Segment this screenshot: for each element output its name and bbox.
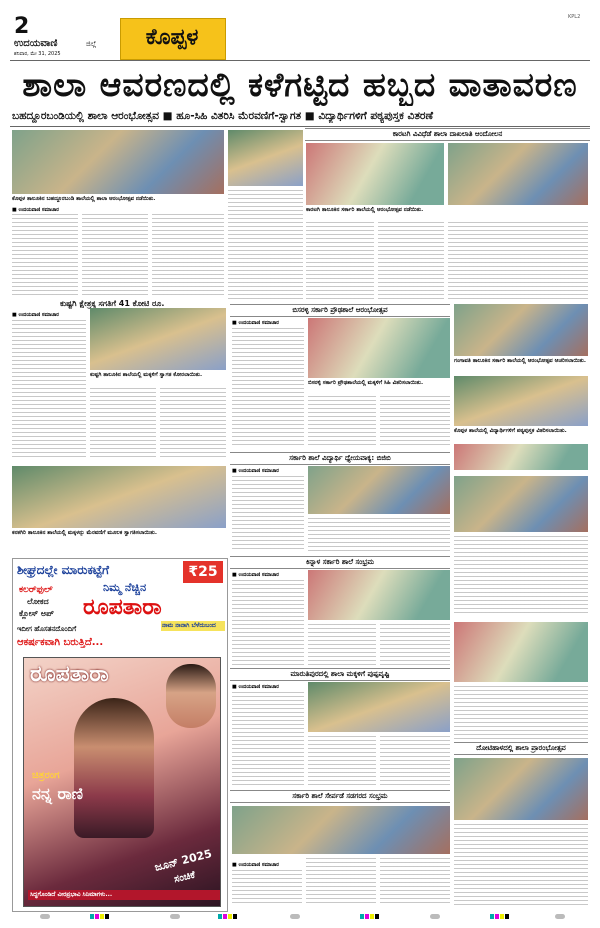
news-photo: [454, 622, 588, 682]
advert-line4: ಲೋಕದ: [27, 597, 49, 606]
photo-caption: ಬಿಸರಳ್ಳಿ ಸರ್ಕಾರಿ ಪ್ರೌಢಶಾಲೆಯಲ್ಲಿ ಮಕ್ಕಳಿಗೆ ಸಿಹಿ ವಿತರಿಸಲಾಯಿತು.: [308, 380, 424, 386]
price-badge: ₹25: [183, 561, 223, 583]
article-text: [308, 396, 376, 448]
cover-text1: ಚಿತ್ರರಂಗ: [32, 770, 60, 781]
article-byline: ■ ಉದಯವಾಣಿ ಸಮಾಚಾರ: [232, 468, 279, 474]
article-text: [232, 870, 302, 906]
cover-issue2: ಸಂಚಿಕೆ: [172, 869, 197, 886]
news-photo: [12, 466, 226, 528]
news-photo: [448, 143, 588, 205]
news-photo: [308, 570, 450, 620]
district-name: ಕೊಪ್ಪಳ: [145, 25, 199, 50]
article-text: [160, 388, 226, 460]
section-heading: ಬಿಸರಳ್ಳಿ ಸರ್ಕಾರಿ ಪ್ರೌಢಶಾಲೆ ಆರಂಭೋತ್ಸವ: [230, 304, 450, 317]
article-text: [380, 624, 450, 666]
page-number: 2: [14, 14, 30, 39]
section-heading: ಮಾರುತಿಪುರದಲ್ಲಿ ಶಾಲಾ ಮಕ್ಕಳಿಗೆ ಪುಷ್ಪವೃಷ್ಟಿ: [230, 668, 450, 681]
photo-caption: ಕೊಪ್ಪಳ ತಾಲೂಕಿನ ಬಹದ್ದೂರಬಂಡಿ ಶಾಲೆಯಲ್ಲಿ ಶಾಲಾ ಆರಂಭೋತ್ಸವ ನಡೆಯಿತು.: [12, 196, 156, 202]
article-text: [454, 536, 588, 616]
photo-caption: ಗಂಗಾವತಿ ತಾಲೂಕಿನ ಸರ್ಕಾರಿ ಶಾಲೆಯಲ್ಲಿ ಆರಂಭೋತ್ಸವ ಆಚರಿಸಲಾಯಿತು.: [454, 358, 587, 364]
cover-title: ರೂಪತಾರಾ: [30, 662, 109, 687]
cover-person: [166, 664, 216, 728]
article-text: [454, 686, 588, 740]
advert-line2: ಕಲರ್‌ಫುಲ್: [19, 585, 53, 595]
advert-line3: ನಿಮ್ಮ ನೆಚ್ಚಿನ: [103, 581, 147, 594]
article-text: [306, 858, 376, 906]
news-photo: [90, 308, 226, 370]
article-text: [380, 858, 450, 906]
advert-line5: ಕ್ಲೋಸ್ ಅಪ್: [19, 609, 54, 618]
section-heading: ಕುಷ್ಟಗಿ ಕ್ಷೇತ್ರಕ್ಕ ಸಗತಿಗೆ 41 ಕೋಟಿ ರೂ.: [60, 299, 165, 308]
main-headline: ಶಾಲಾ ಆವರಣದಲ್ಲಿ ಕಳೆಗಟ್ಟಿದ ಹಬ್ಬದ ವಾತಾವರಣ: [22, 65, 578, 104]
article-byline: ■ ಉದಯವಾಣಿ ಸಮಾಚಾರ: [232, 320, 279, 326]
cover-footer: ಸಿದ್ಧಗೊಂಡಿದೆ ವೀರಪ್ರಭಾವಿ ಸಿನಿಮಾಗಳು...: [28, 890, 220, 900]
article-text: [308, 736, 376, 786]
edition-tag: ಜಿಲ್ಲೆ: [86, 40, 97, 48]
article-text: [232, 476, 304, 552]
news-photo: [232, 806, 450, 854]
news-photo: [306, 143, 444, 205]
print-marks: [0, 912, 600, 922]
news-photo: [12, 130, 224, 194]
article-text: [152, 214, 224, 298]
article-text: [308, 518, 450, 552]
section-heading: ಸರ್ಕಾರಿ ಶಾಲೆ ಸೇರ್ಪಡೆ ಸಡಗರದ ಸಂಭ್ರಮ: [230, 790, 450, 803]
cover-issue: ಜೂನ್ 2025: [153, 847, 214, 874]
section-heading: ಕಾರಟಗಿ ವಿವಿಧೆಡೆ ಶಾಲಾ ದಾಖಲಾತಿ ಆಂದೋಲನ: [305, 128, 590, 141]
article-byline: ■ ಉದಯವಾಣಿ ಸಮಾಚಾರ: [232, 572, 279, 578]
news-photo: [454, 476, 588, 532]
advert-tagline2: ಆಕರ್ಷಕವಾಗಿ ಬರುತ್ತಿದೆ...: [17, 637, 104, 648]
article-text: [90, 388, 156, 460]
article-text: [306, 222, 374, 300]
sub-headline: ಬಹದ್ದೂರಬಂಡಿಯಲ್ಲಿ ಶಾಲಾ ಆರಂಭೋತ್ಸವ ■ ಹೂ-ಸಿಹಿ ವಿತರಿಸಿ ಮೆರವಣಿಗೆ-ಸ್ವಾಗತ ■ ವಿದ್ಯಾರ್ಥಿಗಳಿಗೆ ಪಠ್ಯಪುಸ್ತಕ ವಿತರಣೆ: [12, 110, 434, 122]
advert: [12, 558, 228, 912]
magazine-cover: [23, 657, 221, 907]
article-text: [232, 580, 304, 666]
article-text: [232, 328, 304, 448]
article-text: [448, 222, 588, 300]
masthead-date: ಶನಿವಾರ, ಮೇ 31, 2025: [14, 51, 61, 57]
article-text: [232, 692, 304, 786]
advert-line1: ಶೀಘ್ರದಲ್ಲೇ ಮಾರುಕಟ್ಟೆಗೆ: [17, 563, 110, 577]
news-photo: [454, 304, 588, 356]
news-photo: [228, 130, 303, 186]
article-byline: ■ ಉದಯವಾಣಿ ಸಮಾಚಾರ: [232, 862, 279, 868]
cover-person: [74, 698, 154, 838]
page-code: KPL2: [568, 14, 581, 20]
news-photo: [454, 758, 588, 820]
advert-tagline1: ಇದೀಗ ಹೊಸತನದೊಂದಿಗೆ: [17, 625, 77, 633]
article-text: [308, 624, 376, 666]
photo-caption: ಕುಷ್ಟಗಿ ತಾಲೂಕಿನ ಶಾಲೆಯಲ್ಲಿ ಮಕ್ಕಳಿಗೆ ಸ್ವಾಗತ ಕೋರಲಾಯಿತು.: [90, 372, 203, 378]
news-photo: [308, 682, 450, 732]
article-text: [378, 222, 444, 300]
section-heading: ದೋಟಿಹಾಳದಲ್ಲಿ ಶಾಲಾ ಪ್ರಾರಂಭೋತ್ಸವ: [454, 742, 588, 755]
article-text: [82, 214, 148, 298]
photo-caption: ಕೊಪ್ಪಳ ಶಾಲೆಯಲ್ಲಿ ವಿದ್ಯಾರ್ಥಿಗಳಿಗೆ ಪಠ್ಯಪುಸ್ತಕ ವಿತರಿಸಲಾಯಿತು.: [454, 428, 567, 434]
news-photo: [308, 466, 450, 514]
article-text: [12, 214, 78, 298]
article-text: [228, 190, 303, 300]
article-byline: ■ ಉದಯವಾಣಿ ಸಮಾಚಾರ: [12, 207, 59, 213]
paper-name: ಉದಯವಾಣಿ: [14, 38, 58, 49]
news-photo: [454, 444, 588, 470]
article-text: [454, 824, 588, 906]
article-byline: ■ ಉದಯವಾಣಿ ಸಮಾಚಾರ: [232, 684, 279, 690]
section-heading: ಸರ್ಕಾರಿ ಶಾಲೆ ವಿದ್ಯಾರ್ಥಿ ಧ್ಯೇಯವಾಕ್ಯ: ಬಿಜಿಬಿ: [230, 452, 450, 465]
masthead-rule: [10, 60, 590, 61]
photo-caption: ಕನಕಗಿರಿ ತಾಲೂಕಿನ ಶಾಲೆಯಲ್ಲಿ ಮಕ್ಕಳನ್ನು ಮೆರವಣಿಗೆ ಮೂಲಕ ಸ್ವಾಗತಿಸಲಾಯಿತು.: [12, 530, 157, 536]
advert-side-note: ನಾಮ ನಾನಾಗಿ ಬೆಳೆದುಬಂದ: [161, 621, 225, 631]
article-text: [380, 736, 450, 786]
photo-caption: ಕಾರಟಗಿ ತಾಲೂಕಿನ ಸರ್ಕಾರಿ ಶಾಲೆಯಲ್ಲಿ ಆರಂಭೋತ್ಸವ ನಡೆಯಿತು.: [306, 207, 424, 213]
cover-text2: ನನ್ನ ರಾಣಿ: [32, 784, 83, 803]
article-text: [380, 396, 450, 448]
advert-brand: ರೂಪತಾರಾ: [83, 595, 162, 620]
article-byline: ■ ಉದಯವಾಣಿ ಸಮಾಚಾರ: [12, 312, 59, 318]
article-text: [12, 320, 86, 460]
section-heading: ಕಿನ್ನಾಳ ಸರ್ಕಾರಿ ಶಾಲೆ ಸಂಭ್ರಮ: [230, 556, 450, 569]
news-photo: [308, 318, 450, 378]
news-photo: [454, 376, 588, 426]
headline-rule: [10, 126, 590, 127]
